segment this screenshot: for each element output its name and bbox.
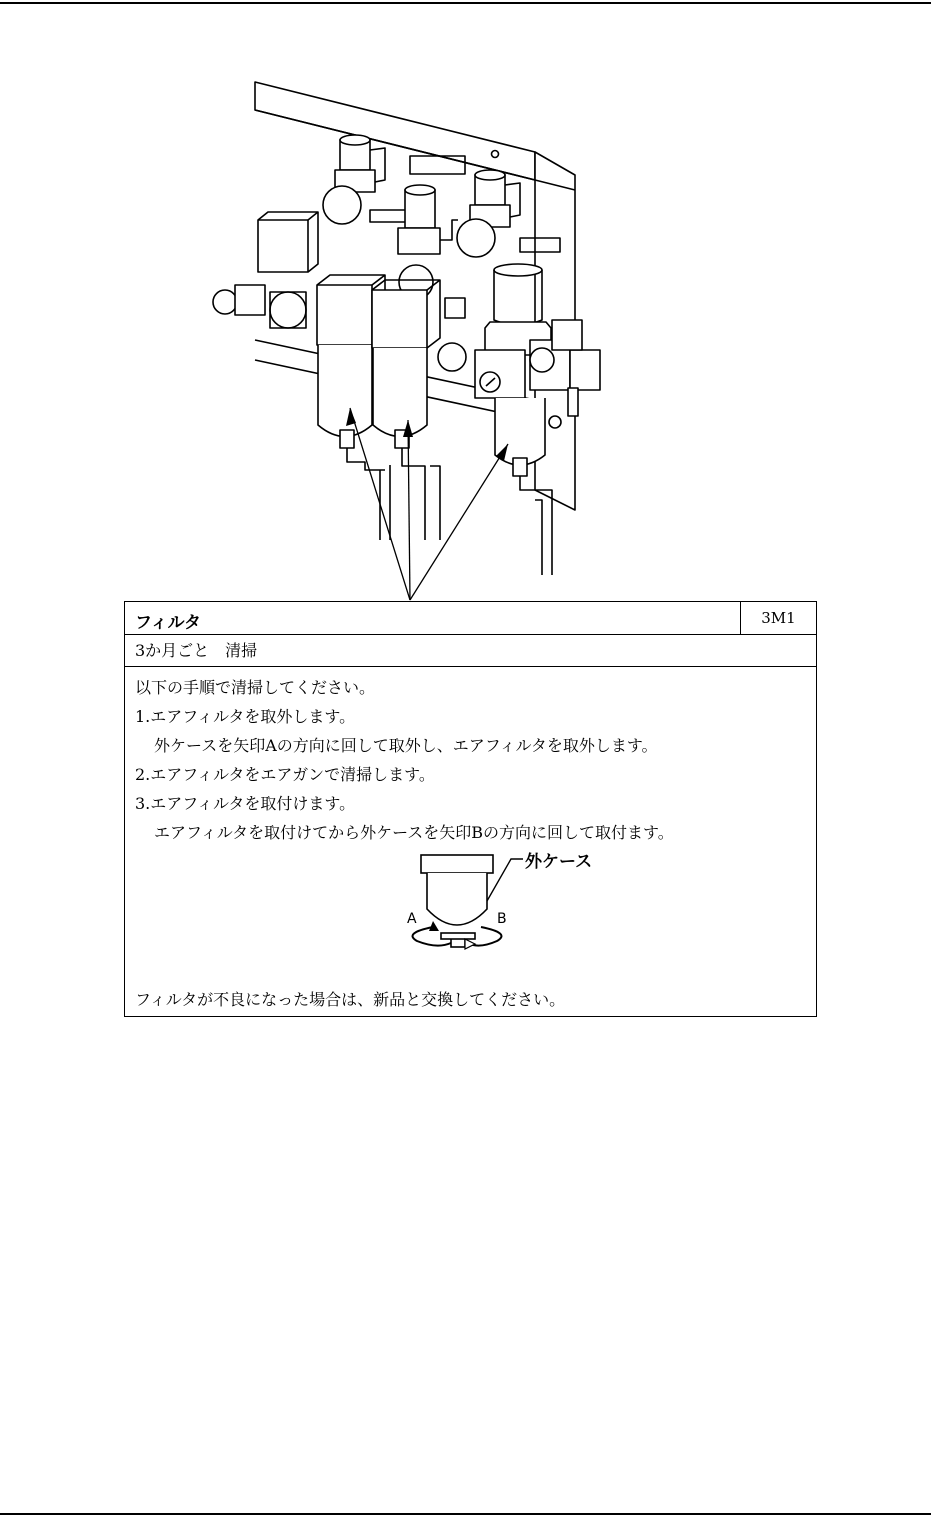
step-3: 3.エアフィルタを取付けます。 (135, 794, 356, 813)
table-title-row (125, 602, 816, 635)
header-rule (0, 2, 931, 4)
table-title: フィルタ (135, 613, 201, 633)
procedure-intro: 以下の手順で清掃してください。 (135, 678, 376, 697)
step-2: 2.エアフィルタをエアガンで清掃します。 (135, 765, 435, 784)
replacement-note: フィルタが不良になった場合は、新品と交換してください。 (135, 990, 566, 1009)
maintenance-table (124, 601, 817, 1017)
outer-case-rotation-diagram (393, 849, 633, 969)
arrow-a-label: A (407, 911, 417, 927)
step-1: 1.エアフィルタを取外します。 (135, 707, 356, 726)
procedure-body (125, 667, 816, 1009)
step-1-detail: 外ケースを矢印Aの方向に回して取外し、エアフィルタを取外します。 (154, 736, 658, 755)
step-3-detail: エアフィルタを取付けてから外ケースを矢印Bの方向に回して取付ます。 (154, 823, 674, 842)
arrow-b-label: B (497, 911, 507, 927)
maintenance-interval: 3か月ごと 清掃 (125, 635, 816, 667)
maintenance-code: 3M1 (740, 602, 816, 634)
outer-case-label: 外ケース (525, 852, 593, 872)
air-filter-unit-illustration (190, 70, 610, 605)
footer-rule (0, 1513, 931, 1515)
